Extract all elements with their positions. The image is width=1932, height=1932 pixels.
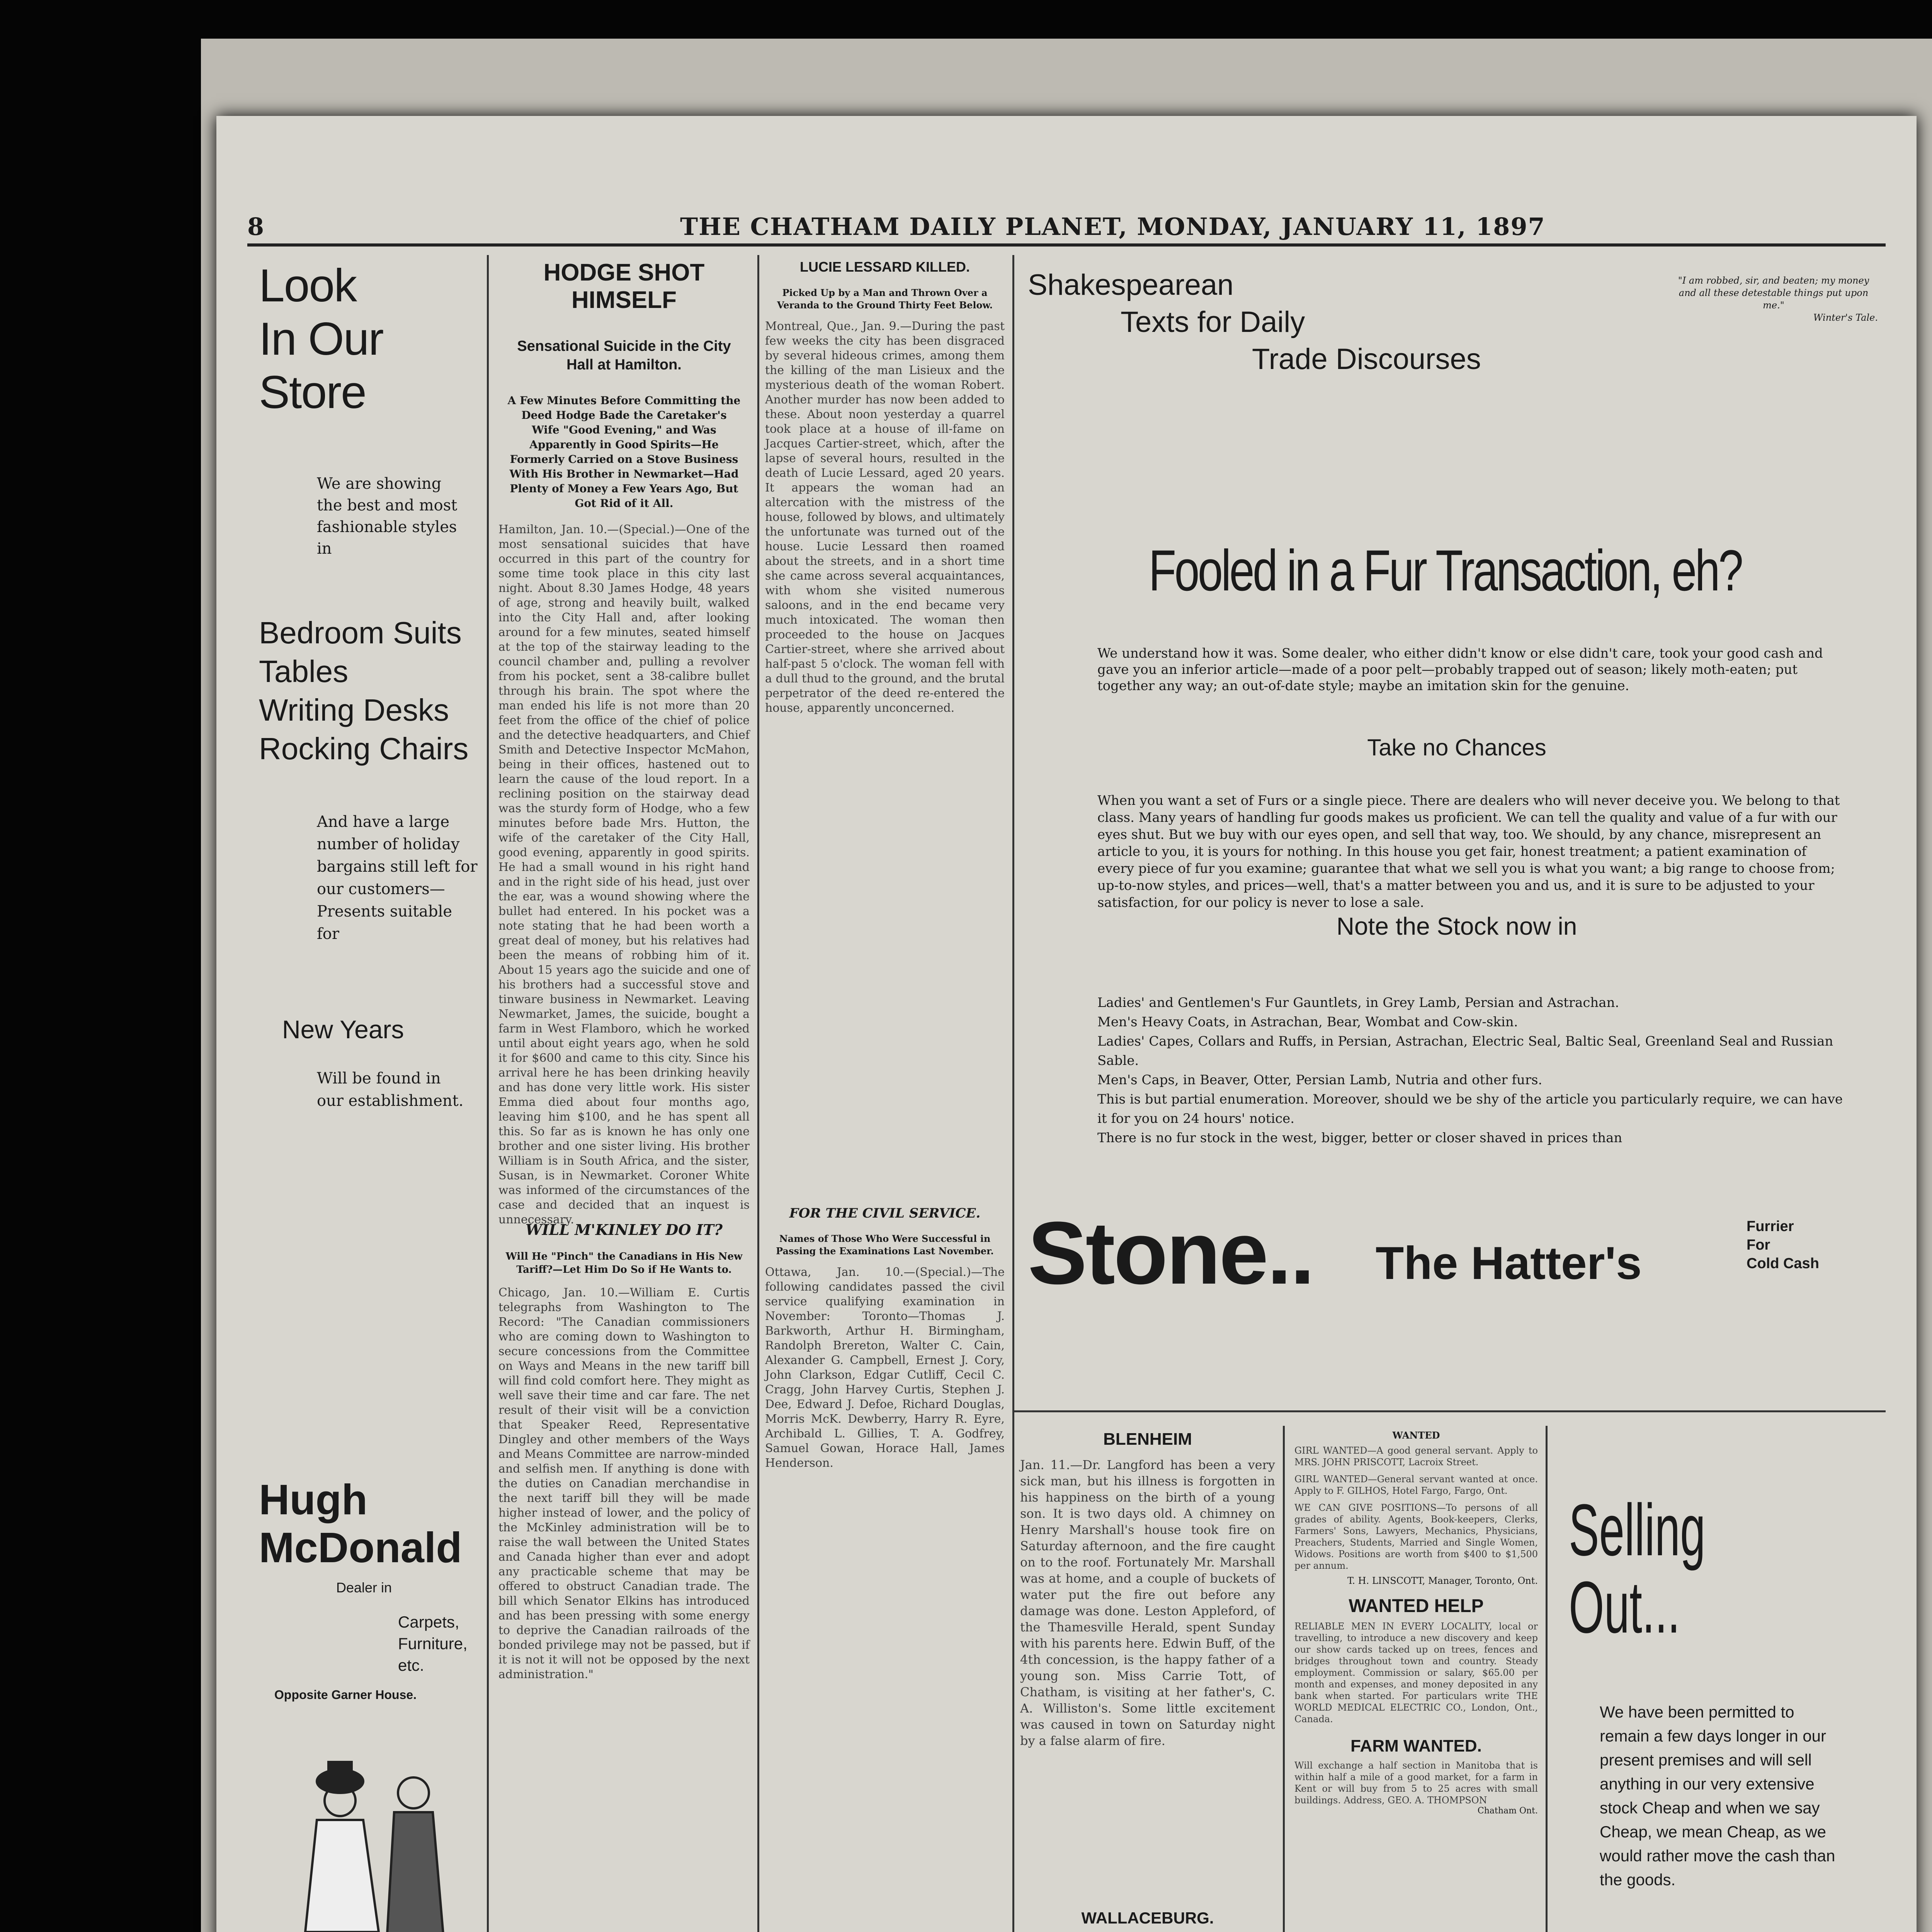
masthead: [247, 209, 1886, 247]
quotation-source: Winter's Tale.: [1813, 312, 1878, 323]
stock-line: This is but partial enumeration. Moreover, should we be shy of the article you particularly require, we can have it for you on 24 hours' notice.: [1097, 1092, 1843, 1126]
article-deck: Names of Those Who Were Successful in Passing the Examinations Last November.: [776, 1233, 994, 1257]
ad-body: We have been permitted to remain a few days longer in our present premises and will sell anything in our very extensive stock Cheap and when we say Cheap, we mean Cheap, as we would rather move the cash than the goods.: [1600, 1703, 1835, 1889]
article-body: Hamilton, Jan. 10.—(Special.)—One of the most sensational suicides that have occurred in this part of the country for some time took place in this city last night. About 8.30 James Hodge, 48 years of age, strong and heavily built, walked into the City Hall and, after looking around for a few minutes, seated himself at the top of the stairway leading to the council chamber and, pulling a revolver from his pocket, sent a 38-calibre bullet through his brain. The spot where the man ended his life is not more than 20 feet from the office of the chief of police and the detective headquarters, and Chief Smith and Detective Inspector McMahon, being in their offices, hastened out to learn the cause of the loud report. In a reclining position on the stairway dead was the sturdy form of Hodge, who a few minutes before bade Mrs. Hutton, the wife of the caretaker of the City Hall, good evening, apparently in good spirits. He had a small wound in his right hand and in the right side of his head, just over the ear, was a wound showing where the bullet had entered. In his pocket was a note stating that he had been worth a great deal of money, but his relatives had been the means of robbing him of it. About 15 years ago the suicide and one of his brothers had a successful stove and tinware business in Newmarket. Leaving Newmarket, James, the suicide, bought a farm in West Flamboro, which he worked until about eight years ago, when he sold it for $600 and came to this city. Since his arrival here he has been drinking heavily and has done very little work. His sister Emma died about four months ago, leaving him $100, and he has spent all this. So far as is known he has only one brother and one sister living. His brother William is in South Africa, and the sister, Susan, is in Newmarket. Coroner White was informed of the circumstances of the case and decided that an inquest is unnecessary.: [498, 523, 750, 1226]
stock-line: There is no fur stock in the west, bigger, better or closer shaved in prices than: [1097, 1130, 1622, 1146]
page-title: THE CHATHAM DAILY PLANET, MONDAY, JANUARY 11, 1897: [680, 213, 1546, 241]
section-heading: FARM WANTED.: [1350, 1736, 1482, 1755]
stock-line: Men's Caps, in Beaver, Otter, Persian Lamb, Nutria and other furs.: [1097, 1072, 1543, 1088]
article-deck: Will He "Pinch" the Canadians in His New Tariff?—Let Him Do So if He Wants to.: [505, 1251, 743, 1276]
furrier-line: For: [1747, 1237, 1770, 1253]
ad-title-line: Texts for Daily: [1121, 306, 1305, 338]
lessard-article: [765, 259, 1005, 1223]
ad-tail: Will be found in our establishment.: [317, 1070, 464, 1110]
ad-intro: We understand how it was. Some dealer, who either didn't know or else didn't care, took your good cash and gave you an inferior article—made of a poor pelt—probably trapped out of season; likely moth-eaten; put together any way; an out-of-date style; maybe an imitation skin for the genuine.: [1097, 646, 1823, 694]
address-line: Opposite Garner House.: [274, 1688, 417, 1702]
ad-headline: Fooled in a Fur Transaction, eh?: [1148, 538, 1742, 603]
hodge-article: [498, 259, 750, 1226]
ad-intro: We are showing the best and most fashionable styles in: [317, 475, 457, 558]
classifieds: [1294, 1430, 1538, 1816]
stone-name: Stone..: [1028, 1203, 1313, 1303]
classified-ad: Will exchange a half section in Manitoba that is within half a mile of a good market, for a farm in Kent or will buy from 5 to 25 acres with small buildings. Address, GEO. A. THOMPSON: [1294, 1760, 1538, 1806]
column-rule: [1546, 1426, 1548, 1932]
ad-heading-line: In Our: [259, 313, 383, 365]
article-deck: Picked Up by a Man and Thrown Over a Veranda to the Ground Thirty Feet Below.: [777, 287, 993, 311]
ad-new-years: New Years: [282, 1015, 404, 1044]
article-headline: LUCIE LESSARD KILLED.: [799, 259, 970, 275]
section-heading: WANTED HELP: [1349, 1596, 1484, 1616]
section-heading: WANTED: [1392, 1430, 1440, 1441]
section-heading: WALLACEBURG.: [1081, 1909, 1214, 1927]
hugh-mcdonald-ad: [259, 1476, 475, 1702]
stock-line: Ladies' and Gentlemen's Fur Gauntlets, in Grey Lamb, Persian and Astrachan.: [1097, 995, 1619, 1010]
ad-body: And have a large number of holiday bargains still left for our customers—Presents suitable for: [317, 813, 478, 943]
stock-line: Men's Heavy Coats, in Astrachan, Bear, Wombat and Cow-skin.: [1097, 1014, 1518, 1030]
advertiser-name: Hugh: [259, 1476, 368, 1524]
article-body: Ottawa, Jan. 10.—(Special.)—The following candidates passed the civil service qualifying examination in November: Toronto—Thomas J. Barkworth, Arthur H. Birmingham, Randolph Brereton, Walter C. Cain, Alexander G. Campbell, Ernest J. Cory, John Clarkson, Edgar Cutliff, Cecil C. Cragg, John Harvey Curtis, Stephen J. Dee, Edward J. Defoe, Richard Douglas, Morris McK. Dewberry, Harry R. Eyre, Archibald L. Gillies, T. A. Godfrey, Samuel Gowan, Horace Hall, James Henderson.: [765, 1265, 1005, 1470]
article-headline: FOR THE CIVIL SERVICE.: [789, 1206, 981, 1221]
ad-heading-line: Store: [259, 366, 366, 418]
ad-item: Writing Desks: [259, 693, 449, 727]
stone-furrier-ad: [1028, 259, 1886, 1403]
ad-heading-line: Look: [259, 260, 357, 311]
goods-line: Furniture, etc.: [398, 1634, 468, 1674]
article-body: Chicago, Jan. 10.—William E. Curtis telegraphs from Washington to The Record: "The Canadian commissioners who are coming down to Washington to secure concessions from the Committee on Ways and Means in the new tariff bill will find cold comfort here. They might as well save their time and car fare. The net result of their visit will be a conviction that Speaker Reed, Representative Dingley and other members of the Ways and Means Committee are narrow-minded and selfish men. If anything is done with the duties on Canadian merchandise in the next tariff bill they will be made higher instead of lower, and the policy of the McKinley administration will be to raise the wall between the United States and Canada higher than ever and adopt any practicable scheme that may be offered to obstruct Canadian trade. The bill which Senator Elkins has introduced and has been pressing with some energy to deprive the Canadian railroads of the bonded privilege may not be passed, but if it is not it will not be opposed by the next administration.": [498, 1286, 750, 1681]
hennessy-ad: [1569, 1489, 1878, 1932]
article-subhead: Sensational Suicide in the City Hall at Hamilton.: [517, 338, 731, 373]
column-rule: [1283, 1426, 1285, 1932]
page-number: 8: [247, 213, 264, 241]
column-rule: [1012, 255, 1014, 1932]
furrier-line: Furrier: [1747, 1218, 1794, 1235]
article-body: Jan. 11.—Dr. Langford has been a very sick man, but his illness is forgotten in his happiness on the birth of a young son. It is two days old. A chimney on Henry Marshall's house took fire on Saturday afternoon, and the fire caught on to the roof. Fortunately Mr. Marshall was at home, and a couple of buckets of water put the fire out before any damage was done. Leston Appleford, of the Thamesville Herald, spent Sunday with his parents here. Edwin Buff, of the 4th concession, is the happy father of a young son. Miss Carrie Tott, of Chatham, is visiting at her father's, C. A. Williston's. Some little excitement was caused in town on Saturday night by a false alarm of fire.: [1020, 1458, 1275, 1748]
local-news: [1020, 1430, 1275, 1932]
stone-signature: [1028, 1202, 1886, 1318]
section-rule: [1012, 1410, 1886, 1412]
ad-subhead: Take no Chances: [1367, 735, 1546, 760]
classified-signature: T. H. LINSCOTT, Manager, Toronto, Ont.: [1347, 1575, 1538, 1586]
newspaper-page: [216, 116, 1917, 1932]
hatter-label: The Hatter's: [1376, 1237, 1642, 1289]
ad-title-line: Shakespearean: [1028, 269, 1234, 301]
ad-item: Tables: [259, 654, 349, 689]
classified-ad: WE CAN GIVE POSITIONS—To persons of all grades of ability. Agents, Book-keepers, Clerks, Farmers' Sons, Lawyers, Mechanics, Physicians, Preachers, Students, Married and Single Women, Widows. Positions are worth from $400 to $1,500 per annum.: [1294, 1502, 1538, 1571]
article-headline: WILL M'KINLEY DO IT?: [526, 1221, 723, 1238]
ad-body: When you want a set of Furs or a single piece. There are dealers who will never deceive you. We belong to that class. Many years of handling fur goods makes us proficient. We can tell the quality and value of a fur with our eyes shut. But we buy with our eyes open, and sell that way, too. We should, by any chance, misrepresent an article to you, it is yours for nothing. In this house you get fair, honest treatment; a patient examination of every piece of fur you examine; guarantee that what we sell you is what you want; a big range to choose from; up-to-now styles, and prices—well, that's a matter between you and us, and it is sure to be adjusted to your satisfaction, for our policy is never to lose a sale.: [1097, 793, 1840, 910]
section-heading: BLENHEIM: [1103, 1430, 1192, 1449]
classified-ad: GIRL WANTED—A good general servant. Apply to MRS. JOHN PRISCOTT, Lacroix Street.: [1294, 1445, 1538, 1468]
ad-item: Bedroom Suits: [259, 616, 462, 650]
dealer-label: Dealer in: [336, 1580, 392, 1595]
gentlemen-illustration: [282, 1747, 468, 1932]
ad-subhead: Note the Stock now in: [1336, 912, 1577, 940]
column-rule: [487, 255, 489, 1932]
furrier-line: Cold Cash: [1747, 1255, 1819, 1272]
ad-heading-line: Selling: [1569, 1489, 1706, 1571]
store-ad: [259, 259, 478, 1112]
article-headline: HODGE SHOT HIMSELF: [543, 259, 705, 313]
ad-heading-line: Out...: [1569, 1566, 1680, 1648]
article-body: Montreal, Que., Jan. 9.—During the past few weeks the city has been disgraced by several hideous crimes, among them the killing of the man Lisieux and the mysterious death of the woman Robert. Another murder has now been added to these. About noon yesterday a quarrel took place at a house of ill-fame on Jacques Cartier-street, which, after the lapse of several hours, resulted in the death of Lucie Lessard, aged 20 years. It appears the woman had an altercation with the mistress of the house, followed by blows, and ultimately the unfortunate was turned out of the house. Lucie Lessard then roamed about the streets, and in a short time she came across several acquaintances, with whom she visited numerous saloons, and in the end became very much intoxicated. The woman then proceeded to the house on Jacques Cartier-street, where she arrived about half-past 5 o'clock. The woman fell with a dull thud to the ground, and the brutal perpetrator of the deed re-entered the house, apparently unconcerned.: [765, 320, 1005, 715]
classified-address: Chatham Ont.: [1477, 1806, 1538, 1816]
ad-title-line: Trade Discourses: [1252, 343, 1481, 376]
article-deck: A Few Minutes Before Committing the Deed Hodge Bade the Caretaker's Wife "Good Evening," and Was Apparently in Good Spirits—He Formerly Carried on a Stove Business With His Brother in Newmarket—Had Plenty of Money a Few Years Ago, But Got Rid of it All.: [507, 394, 741, 510]
civil-service-article: [765, 1206, 1005, 1932]
mckinley-article: [498, 1221, 750, 1904]
ad-item: Rocking Chairs: [259, 731, 469, 766]
classified-ad: GIRL WANTED—General servant wanted at once. Apply to F. GILHOS, Hotel Fargo, Fargo, Ont.: [1294, 1474, 1538, 1496]
stock-line: Ladies' Capes, Collars and Ruffs, in Persian, Astrachan, Electric Seal, Baltic Seal, Greenland Seal and Russian Sable.: [1097, 1034, 1833, 1068]
classified-ad: RELIABLE MEN IN EVERY LOCALITY, local or travelling, to introduce a new discovery and keep our show cards tacked up on trees, fences and bridges throughout town and country. Steady employment. Commission or salary, $65.00 per month and expenses, and money deposited in any bank when started. For particulars write THE WORLD MEDICAL ELECTRIC CO., London, Ont., Canada.: [1294, 1621, 1538, 1725]
goods-line: Carpets,: [398, 1613, 459, 1631]
advertiser-name: McDonald: [259, 1524, 462, 1571]
column-rule: [757, 255, 759, 1932]
quotation: "I am robbed, sir, and beaten; my money and all these detestable things put upon me.": [1678, 275, 1869, 311]
